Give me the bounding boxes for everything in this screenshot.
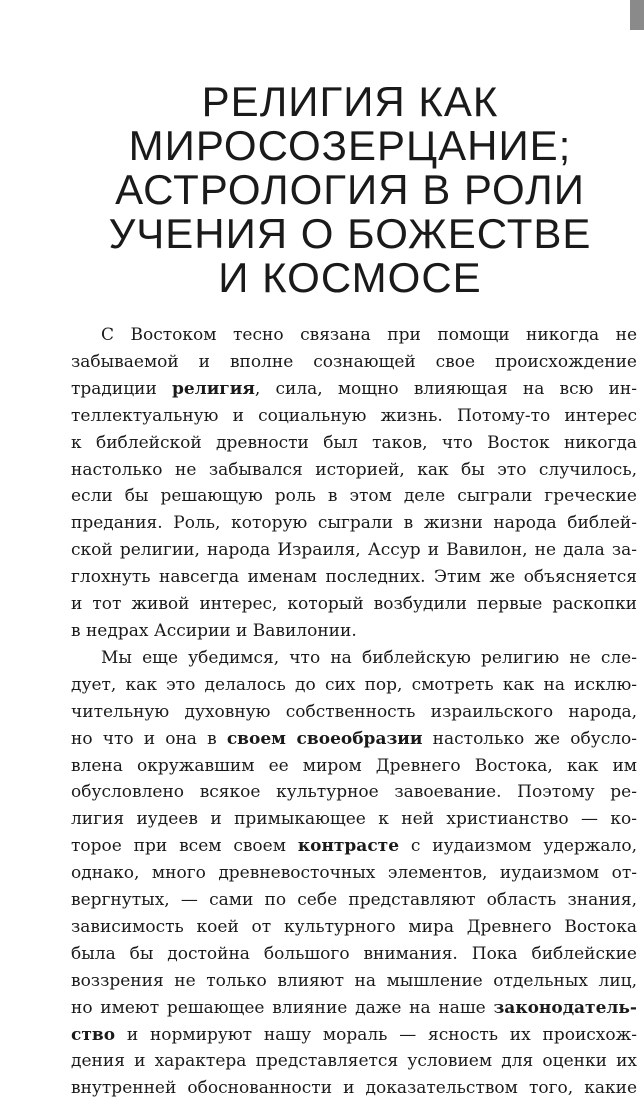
emphasis-term: законодатель-	[493, 997, 637, 1018]
text-line: лигия иудеев и примыкающее к ней христианство — ко-	[71, 809, 637, 830]
text-line: обусловлено всякое культурное завоевание. Поэтому ре-	[71, 782, 637, 803]
chapter-title	[90, 80, 610, 300]
text-line: зависимость коей от культурного мира Древнего Востока	[71, 916, 637, 937]
paragraph-biblical-religion	[71, 645, 637, 1102]
chapter-title-line: РЕЛИГИЯ КАК	[201, 78, 499, 125]
text-line: традиции религия, сила, мощно влияющая на всю ин-	[71, 378, 638, 399]
text-line: забываемой и вполне сознающей свое происхождение	[71, 351, 637, 372]
chapter-title-line: И КОСМОСЕ	[218, 254, 482, 301]
text-line: однако, много древневосточных элементов, иудаизмом от-	[71, 863, 637, 884]
emphasis-term: ство	[71, 1024, 116, 1045]
text-line: к библейской древности был таков, что Восток никогда	[71, 432, 637, 453]
text-line: ской религии, народа Израиля, Ассур и Вавилон, не дала за-	[71, 540, 637, 561]
text-line: глохнуть навсегда именам последних. Этим же объясняется	[71, 567, 637, 588]
text-line: в недрах Ассирии и Вавилонии.	[71, 620, 357, 641]
text-line: ство и нормируют нашу мораль — ясность их происхож-	[71, 1024, 637, 1045]
body-text	[71, 322, 637, 1102]
text-line: если бы решающую роль в этом деле сыграли греческие	[71, 486, 637, 507]
text-line: С Востоком тесно связана при помощи никогда не	[101, 325, 637, 345]
emphasis-term: религия	[172, 378, 255, 399]
chapter-title-line: УЧЕНИЯ О БОЖЕСТВЕ	[108, 210, 592, 257]
text-line: чительную духовную собственность израильского народа,	[71, 701, 637, 722]
text-line: но что и она в своем своеобразии настолько же обусло-	[71, 728, 637, 749]
text-line: влена окружавшим ее миром Древнего Востока, как им	[71, 755, 637, 776]
text-line: дует, как это делалось до сих пор, смотреть как на исклю-	[71, 674, 637, 695]
text-line: была бы достойна большого внимания. Пока библейские	[71, 943, 637, 964]
text-line: Мы еще убедимся, что на библейскую религию не сле-	[101, 647, 637, 668]
emphasis-term: контрасте	[297, 836, 400, 857]
page-edge-mark	[630, 0, 644, 30]
text-line: теллектуальную и социальную жизнь. Потому-то интерес	[71, 405, 637, 426]
text-line: вергнутых, — сами по себе представляют область знания,	[71, 890, 637, 911]
text-line: и тот живой интерес, который возбудили первые раскопки	[71, 594, 637, 615]
text-line: торое при всем своем контрасте с иудаизмом удержало,	[71, 836, 638, 857]
text-line: воззрения не только влияют на мышление отдельных лиц,	[71, 970, 637, 991]
text-line: внутренней обоснованности и доказательством того, какие	[71, 1078, 637, 1099]
emphasis-term: своем своеобразии	[226, 728, 423, 749]
text-line: но имеют решающее влияние даже на наше законодатель-	[71, 997, 637, 1018]
chapter-title-line: АСТРОЛОГИЯ В РОЛИ	[115, 166, 585, 213]
text-line: дения и характера представляется условием для оценки их	[71, 1051, 637, 1072]
text-line: настолько не забывался историей, как бы это случилось,	[71, 459, 637, 480]
text-line: предания. Роль, которую сыграли в жизни народа библей-	[71, 513, 637, 534]
chapter-title-line: МИРОСОЗЕРЦАНИЕ;	[128, 122, 572, 169]
paragraph-religion-east	[71, 322, 637, 645]
